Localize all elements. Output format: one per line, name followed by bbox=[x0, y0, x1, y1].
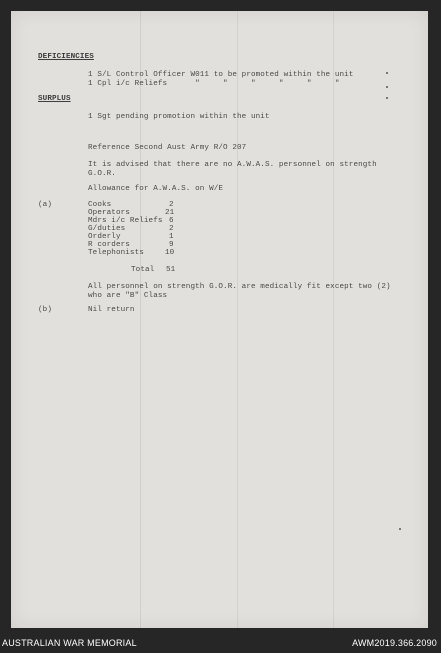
deficiency-line-2: 1 Cpl i/c Reliefs " " " " " " bbox=[88, 80, 340, 88]
total-label: Total bbox=[131, 266, 155, 274]
reference-line: Reference Second Aust Army R/O 207 bbox=[88, 144, 247, 152]
allowance-count: 1 bbox=[169, 233, 174, 241]
advice-line-2: G.O.R. bbox=[88, 170, 116, 178]
advice-line-1: It is advised that there are no A.W.A.S. personnel on strength bbox=[88, 161, 377, 169]
allowance-role: R corders bbox=[88, 241, 130, 249]
margin-mark bbox=[386, 97, 388, 99]
allowance-count: 6 bbox=[169, 217, 174, 225]
footer-accession-number: AWM2019.366.2090 bbox=[352, 638, 437, 648]
surplus-line: 1 Sgt pending promotion within the unit bbox=[88, 113, 270, 121]
allowance-role: Mdrs i/c Reliefs bbox=[88, 217, 163, 225]
document-page bbox=[11, 11, 428, 628]
footer-credit: AUSTRALIAN WAR MEMORIAL bbox=[2, 638, 137, 648]
margin-mark bbox=[386, 86, 388, 88]
allowance-count: 9 bbox=[169, 241, 174, 249]
margin-mark bbox=[399, 528, 401, 530]
allowance-role: Telephonists bbox=[88, 249, 144, 257]
section-b-label: (b) bbox=[38, 306, 52, 314]
deficiency-line-1: 1 S/L Control Officer W011 to be promoted within the unit bbox=[88, 71, 354, 79]
allowance-count: 21 bbox=[165, 209, 175, 217]
allowance-heading: Allowance for A.W.A.S. on W/E bbox=[88, 185, 224, 193]
medical-line-2: who are "B" Class bbox=[88, 292, 168, 300]
deficiencies-heading: DEFICIENCIES bbox=[38, 53, 94, 61]
nil-return: Nil return bbox=[88, 306, 135, 314]
total-value: 51 bbox=[166, 266, 176, 274]
allowance-role: Cooks bbox=[88, 201, 112, 209]
allowance-count: 10 bbox=[165, 249, 175, 257]
surplus-heading: SURPLUS bbox=[38, 95, 71, 103]
allowance-role: Operators bbox=[88, 209, 130, 217]
section-a-label: (a) bbox=[38, 201, 52, 209]
allowance-count: 2 bbox=[169, 201, 174, 209]
margin-mark bbox=[386, 72, 388, 74]
allowance-role: Orderly bbox=[88, 233, 121, 241]
allowance-role: G/duties bbox=[88, 225, 126, 233]
medical-line-1: All personnel on strength G.O.R. are medically fit except two (2) bbox=[88, 283, 391, 291]
allowance-count: 2 bbox=[169, 225, 174, 233]
